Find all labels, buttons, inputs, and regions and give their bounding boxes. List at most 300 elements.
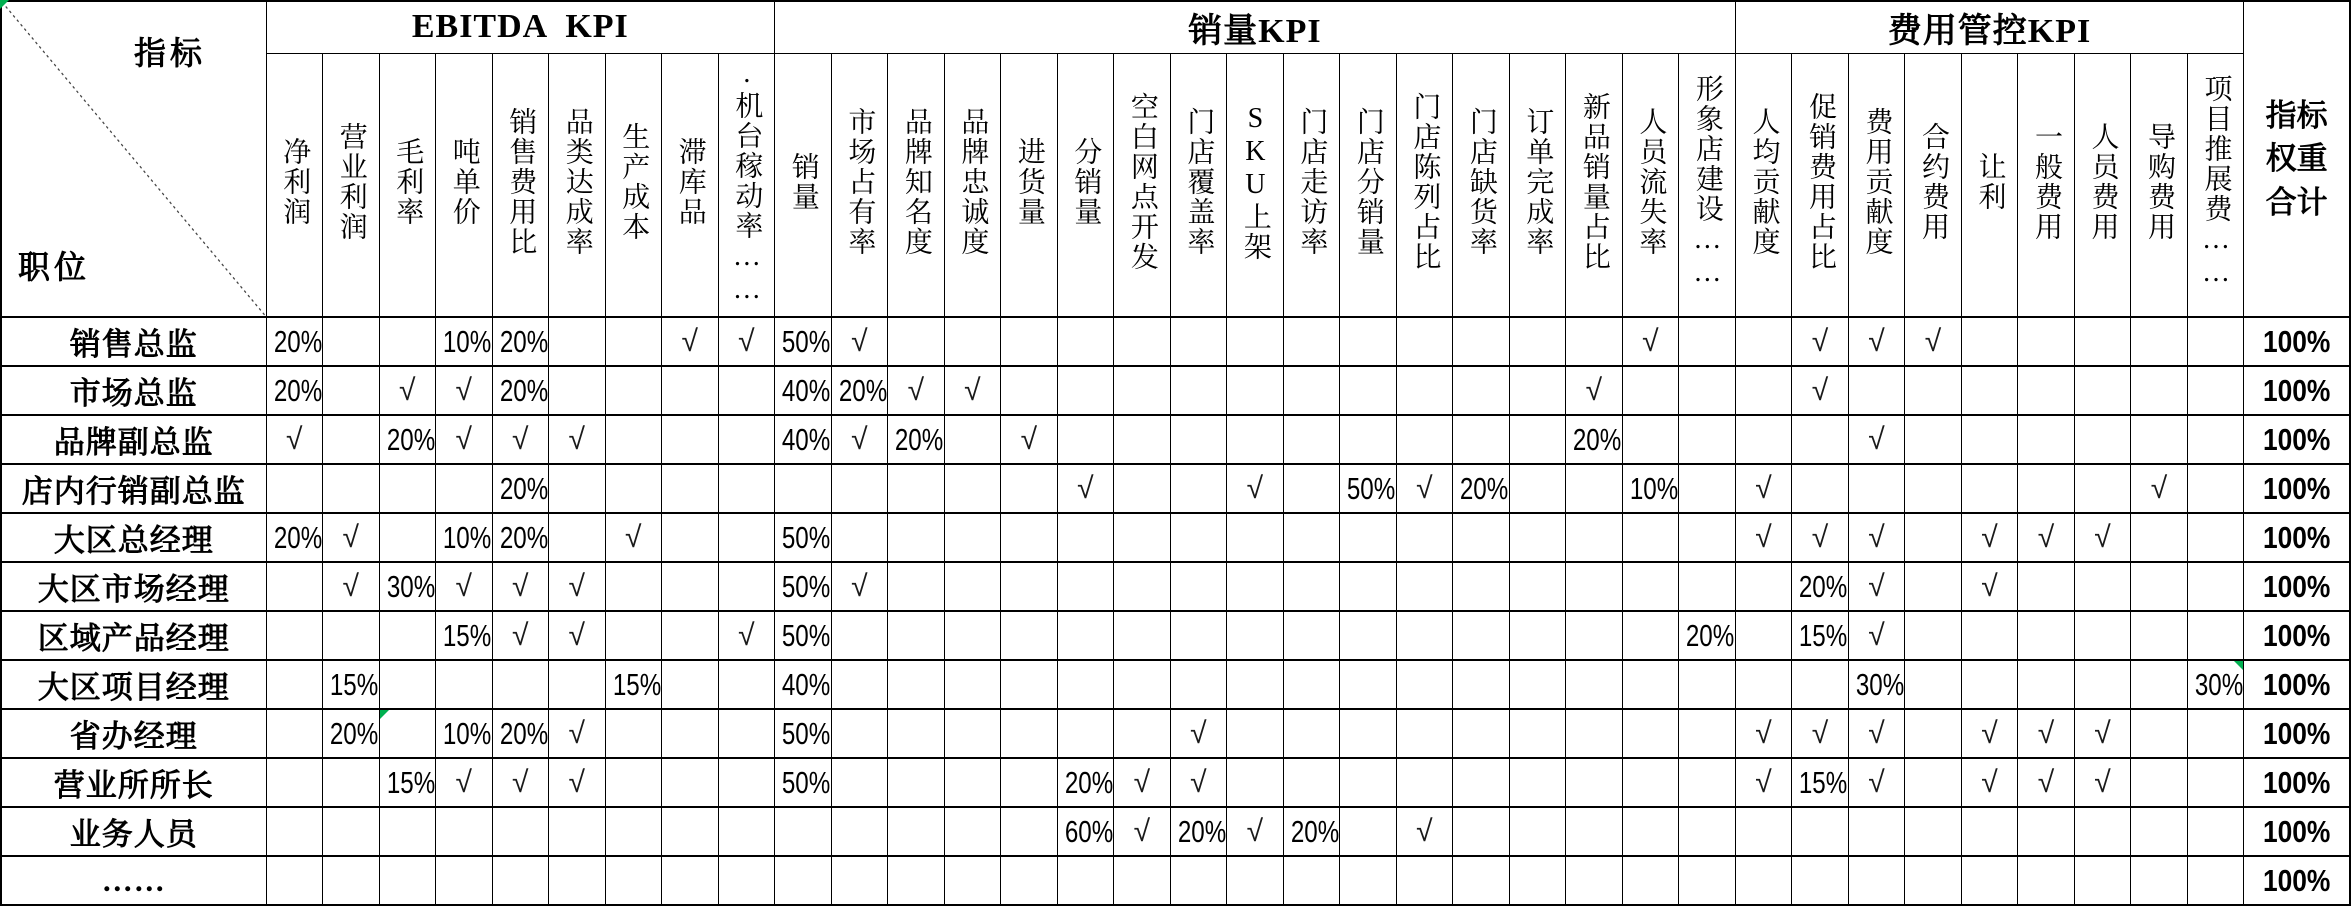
- kpi-cell: [944, 562, 1001, 611]
- kpi-cell: [1340, 758, 1397, 807]
- kpi-cell: [1735, 317, 1792, 366]
- column-header-text: .机台稼动率……: [731, 57, 763, 307]
- kpi-cell: [1679, 709, 1736, 758]
- total-weight-value: [2244, 366, 2350, 415]
- column-header-text: 吨单价: [448, 137, 480, 228]
- column-header: [492, 53, 549, 317]
- kpi-cell: [1735, 611, 1792, 660]
- kpi-cell: [1679, 660, 1736, 709]
- kpi-cell: [266, 758, 323, 807]
- kpi-cell: [775, 317, 832, 366]
- kpi-cell: [2018, 317, 2075, 366]
- kpi-cell: [492, 709, 549, 758]
- kpi-cell: [1848, 415, 1905, 464]
- kpi-cell: [2187, 807, 2244, 856]
- kpi-cell: [1622, 415, 1679, 464]
- kpi-cell: [1396, 758, 1453, 807]
- kpi-cell: [1227, 513, 1284, 562]
- kpi-cell: [1001, 758, 1058, 807]
- kpi-cell: [1114, 660, 1171, 709]
- column-header-text: 形象店建设……: [1691, 74, 1723, 291]
- kpi-cell: [888, 807, 945, 856]
- weight-value: 30%: [386, 568, 435, 604]
- kpi-cell: [2074, 709, 2131, 758]
- checkmark: √: [1868, 618, 1885, 652]
- kpi-cell: [2018, 856, 2075, 905]
- kpi-cell: [1453, 709, 1510, 758]
- kpi-cell: [1227, 709, 1284, 758]
- kpi-cell: [1396, 366, 1453, 415]
- column-header-text: 合约费用: [1917, 122, 1949, 243]
- kpi-cell: [1340, 513, 1397, 562]
- total-weight-value: [2244, 415, 2350, 464]
- kpi-cell: [831, 611, 888, 660]
- total-weight-header: 指标权重合计: [2244, 1, 2350, 317]
- column-header: [2131, 53, 2188, 317]
- kpi-cell: [2187, 366, 2244, 415]
- kpi-cell: [831, 366, 888, 415]
- kpi-cell: [1961, 513, 2018, 562]
- kpi-cell: [1170, 856, 1227, 905]
- checkmark: √: [568, 765, 585, 799]
- kpi-cell: [1170, 415, 1227, 464]
- kpi-cell: [1114, 366, 1171, 415]
- kpi-cell: [1566, 562, 1623, 611]
- kpi-cell: [2187, 562, 2244, 611]
- kpi-cell: [662, 856, 719, 905]
- kpi-cell: [323, 513, 380, 562]
- column-header-text: 人均贡献度: [1748, 107, 1780, 258]
- weight-value: 20%: [499, 470, 548, 506]
- checkmark: √: [738, 324, 755, 358]
- kpi-cell: [605, 660, 662, 709]
- total-weight-text: 100%: [2262, 764, 2331, 800]
- kpi-cell: [2187, 464, 2244, 513]
- kpi-cell: [2187, 856, 2244, 905]
- checkmark: √: [2094, 765, 2111, 799]
- checkmark: √: [1981, 520, 1998, 554]
- table-row: [1, 660, 2350, 709]
- kpi-cell: [605, 464, 662, 513]
- total-weight-text: 100%: [2262, 568, 2331, 604]
- kpi-cell: [1622, 709, 1679, 758]
- kpi-cell: [1509, 513, 1566, 562]
- table-row: [1, 415, 2350, 464]
- kpi-cell: [1283, 660, 1340, 709]
- total-weight-text: 100%: [2262, 372, 2331, 408]
- checkmark: √: [2037, 520, 2055, 554]
- kpi-cell: [662, 513, 719, 562]
- column-header-text: 销量: [787, 152, 819, 213]
- table-row: [1, 709, 2350, 758]
- kpi-cell: [323, 415, 380, 464]
- kpi-cell: [1509, 856, 1566, 905]
- kpi-cell: [1509, 317, 1566, 366]
- kpi-cell: [1057, 366, 1114, 415]
- checkmark: √: [1755, 520, 1772, 554]
- total-weight-text: 100%: [2262, 666, 2331, 702]
- weight-value: 15%: [386, 764, 435, 800]
- kpi-cell: [266, 464, 323, 513]
- weight-value: 15%: [1799, 764, 1848, 800]
- checkmark: √: [568, 422, 585, 456]
- weight-value: 60%: [1064, 813, 1113, 849]
- kpi-cell: [1566, 366, 1623, 415]
- weight-value: 50%: [781, 764, 831, 800]
- kpi-cell: [662, 366, 719, 415]
- kpi-cell: [775, 660, 832, 709]
- column-header-text: 营业利润: [335, 122, 367, 243]
- kpi-cell: [266, 415, 323, 464]
- checkmark: √: [1811, 373, 1829, 407]
- kpi-cell: [1792, 660, 1849, 709]
- kpi-cell: [2131, 513, 2188, 562]
- kpi-cell: [944, 415, 1001, 464]
- kpi-cell: [379, 366, 436, 415]
- kpi-cell: [1679, 562, 1736, 611]
- kpi-cell: [775, 709, 832, 758]
- kpi-cell: [605, 366, 662, 415]
- kpi-cell: [323, 807, 380, 856]
- checkmark: √: [512, 422, 529, 456]
- checkmark: √: [512, 618, 529, 652]
- kpi-cell: [1848, 464, 1905, 513]
- kpi-cell: [888, 856, 945, 905]
- kpi-cell: [266, 562, 323, 611]
- position-label: ……: [1, 856, 266, 905]
- kpi-cell: [1057, 464, 1114, 513]
- total-weight-value: [2244, 709, 2350, 758]
- kpi-cell: [1905, 709, 1962, 758]
- kpi-cell: [1283, 513, 1340, 562]
- kpi-cell: [1905, 562, 1962, 611]
- kpi-cell: [1961, 611, 2018, 660]
- kpi-cell: [662, 709, 719, 758]
- cell-flag-marker: [380, 710, 389, 719]
- weight-value: 30%: [1855, 666, 1904, 702]
- kpi-cell: [605, 562, 662, 611]
- kpi-cell: [775, 464, 832, 513]
- kpi-cell: [1622, 856, 1679, 905]
- weight-value: 20%: [499, 715, 548, 751]
- kpi-cell: [1283, 709, 1340, 758]
- kpi-cell: [1340, 415, 1397, 464]
- total-weight-value: [2244, 758, 2350, 807]
- weight-value: 20%: [1685, 617, 1735, 653]
- total-weight-text: 100%: [2262, 519, 2331, 555]
- weight-value: 20%: [499, 519, 548, 555]
- kpi-cell: [1001, 366, 1058, 415]
- total-weight-text: 100%: [2262, 470, 2331, 506]
- kpi-cell: [1792, 562, 1849, 611]
- kpi-cell: [549, 856, 606, 905]
- kpi-cell: [1961, 758, 2018, 807]
- kpi-cell: [1227, 611, 1284, 660]
- kpi-cell: [1170, 807, 1227, 856]
- kpi-cell: [1735, 709, 1792, 758]
- table-row: [1, 611, 2350, 660]
- kpi-cell: [436, 464, 493, 513]
- column-header-text: 市场占有率: [844, 107, 876, 258]
- kpi-cell: [2131, 317, 2188, 366]
- checkmark: √: [1755, 471, 1772, 505]
- kpi-cell: [1679, 611, 1736, 660]
- kpi-cell: [1396, 415, 1453, 464]
- kpi-cell: [1509, 709, 1566, 758]
- kpi-cell: [1792, 415, 1849, 464]
- kpi-cell: [1396, 611, 1453, 660]
- column-header-text: 让利: [1974, 152, 2006, 213]
- group-header: 销量KPI: [775, 1, 1736, 53]
- kpi-cell: [1114, 317, 1171, 366]
- kpi-cell: [2018, 758, 2075, 807]
- kpi-cell: [1792, 758, 1849, 807]
- column-header-text: 品牌知名度: [900, 107, 932, 258]
- kpi-cell: [549, 513, 606, 562]
- checkmark: √: [1020, 422, 1038, 456]
- column-header: [1170, 53, 1227, 317]
- kpi-cell: [1340, 807, 1397, 856]
- kpi-cell: [831, 758, 888, 807]
- kpi-cell: [1848, 562, 1905, 611]
- kpi-cell: [888, 660, 945, 709]
- column-header-text: 门店分销量: [1352, 107, 1384, 258]
- position-label: 区域产品经理: [1, 611, 266, 660]
- kpi-cell: [718, 856, 775, 905]
- kpi-cell: [1396, 513, 1453, 562]
- kpi-cell: [888, 464, 945, 513]
- kpi-cell: [1396, 464, 1453, 513]
- column-header: [1735, 53, 1792, 317]
- column-header-text: 门店陈列占比: [1409, 92, 1441, 273]
- kpi-cell: [1453, 317, 1510, 366]
- kpi-cell: [1057, 807, 1114, 856]
- kpi-cell: [1227, 807, 1284, 856]
- kpi-cell: [549, 807, 606, 856]
- column-header: [323, 53, 380, 317]
- kpi-cell: [492, 660, 549, 709]
- column-header-text: 门店缺货率: [1465, 107, 1497, 258]
- kpi-cell: [1057, 611, 1114, 660]
- kpi-cell: [492, 611, 549, 660]
- kpi-cell: [266, 807, 323, 856]
- checkmark: √: [286, 422, 303, 456]
- kpi-cell: [1961, 562, 2018, 611]
- kpi-cell: [2074, 856, 2131, 905]
- kpi-cell: [1905, 660, 1962, 709]
- kpi-cell: [549, 758, 606, 807]
- kpi-cell: [888, 758, 945, 807]
- kpi-cell: [1792, 709, 1849, 758]
- kpi-cell: [775, 758, 832, 807]
- total-weight-value: [2244, 611, 2350, 660]
- column-header-text: 门店覆盖率: [1183, 107, 1215, 258]
- kpi-cell: [2131, 562, 2188, 611]
- kpi-cell: [718, 807, 775, 856]
- kpi-cell: [1566, 856, 1623, 905]
- kpi-cell: [1227, 660, 1284, 709]
- column-header-text: 费用贡献度: [1861, 107, 1893, 258]
- kpi-cell: [492, 513, 549, 562]
- kpi-cell: [436, 415, 493, 464]
- kpi-cell: [379, 807, 436, 856]
- kpi-cell: [944, 464, 1001, 513]
- column-header-text: 项目推展费……: [2200, 74, 2232, 291]
- kpi-cell: [2074, 464, 2131, 513]
- kpi-cell: [1735, 513, 1792, 562]
- column-header: [2018, 53, 2075, 317]
- kpi-cell: [1001, 709, 1058, 758]
- kpi-cell: [1735, 660, 1792, 709]
- checkmark: √: [2037, 716, 2055, 750]
- checkmark: √: [1642, 324, 1659, 358]
- kpi-cell: [662, 562, 719, 611]
- kpi-cell: [1566, 709, 1623, 758]
- checkmark: √: [2094, 716, 2111, 750]
- kpi-cell: [1735, 366, 1792, 415]
- kpi-cell: [323, 366, 380, 415]
- kpi-cell: [1396, 856, 1453, 905]
- table-row: [1, 513, 2350, 562]
- table-row: [1, 317, 2350, 366]
- weight-value: 20%: [499, 323, 548, 359]
- column-header: [944, 53, 1001, 317]
- kpi-cell: [775, 856, 832, 905]
- kpi-cell: [379, 856, 436, 905]
- weight-value: 10%: [442, 715, 492, 751]
- weight-value: 20%: [1799, 568, 1848, 604]
- checkmark: √: [1868, 765, 1885, 799]
- checkmark: √: [1585, 373, 1603, 407]
- weight-value: 10%: [1629, 470, 1678, 506]
- checkmark: √: [738, 618, 755, 652]
- kpi-cell: [2187, 611, 2244, 660]
- kpi-cell: [1679, 856, 1736, 905]
- kpi-cell: [1622, 317, 1679, 366]
- kpi-cell: [1848, 856, 1905, 905]
- kpi-cell: [1114, 807, 1171, 856]
- kpi-cell: [1340, 856, 1397, 905]
- kpi-cell: [1905, 415, 1962, 464]
- kpi-cell: [605, 709, 662, 758]
- kpi-cell: [1961, 366, 2018, 415]
- kpi-cell: [888, 611, 945, 660]
- kpi-cell: [775, 513, 832, 562]
- kpi-cell: [1453, 513, 1510, 562]
- kpi-cell: [605, 758, 662, 807]
- kpi-cell: [1848, 513, 1905, 562]
- kpi-cell: [718, 366, 775, 415]
- kpi-cell: [775, 366, 832, 415]
- kpi-cell: [775, 415, 832, 464]
- kpi-cell: [1453, 464, 1510, 513]
- column-header: [1848, 53, 1905, 317]
- kpi-cell: [2131, 366, 2188, 415]
- kpi-cell: [775, 562, 832, 611]
- column-header: [1566, 53, 1623, 317]
- checkmark: √: [568, 569, 585, 603]
- kpi-cell: [1453, 758, 1510, 807]
- kpi-cell: [1566, 464, 1623, 513]
- kpi-cell: [1114, 758, 1171, 807]
- kpi-cell: [379, 758, 436, 807]
- kpi-cell: [605, 807, 662, 856]
- kpi-cell: [323, 856, 380, 905]
- kpi-cell: [1905, 611, 1962, 660]
- kpi-cell: [2187, 709, 2244, 758]
- weight-value: 15%: [329, 666, 379, 702]
- kpi-cell: [1566, 513, 1623, 562]
- checkmark: √: [1190, 765, 1207, 799]
- kpi-cell: [1622, 660, 1679, 709]
- checkmark: √: [342, 520, 359, 554]
- kpi-cell: [1679, 415, 1736, 464]
- kpi-cell: [718, 562, 775, 611]
- kpi-cell: [549, 415, 606, 464]
- column-header: [775, 53, 832, 317]
- kpi-cell: [1453, 660, 1510, 709]
- kpi-cell: [1001, 317, 1058, 366]
- kpi-cell: [1170, 660, 1227, 709]
- weight-value: 40%: [781, 666, 831, 702]
- kpi-cell: [1509, 464, 1566, 513]
- kpi-cell: [944, 709, 1001, 758]
- kpi-cell: [1340, 611, 1397, 660]
- checkmark: √: [851, 422, 868, 456]
- kpi-cell: [1622, 758, 1679, 807]
- checkmark: √: [1246, 471, 1264, 505]
- kpi-cell: [549, 611, 606, 660]
- kpi-cell: [1679, 513, 1736, 562]
- kpi-cell: [2074, 611, 2131, 660]
- kpi-cell: [1509, 611, 1566, 660]
- kpi-cell: [1283, 366, 1340, 415]
- checkmark: √: [455, 373, 472, 407]
- weight-value: 50%: [781, 519, 831, 555]
- kpi-cell: [1114, 513, 1171, 562]
- kpi-cell: [1227, 317, 1284, 366]
- kpi-cell: [2018, 513, 2075, 562]
- kpi-cell: [1905, 807, 1962, 856]
- checkmark: √: [455, 422, 472, 456]
- kpi-cell: [1170, 562, 1227, 611]
- kpi-cell: [1679, 758, 1736, 807]
- corner-position-label: 职位: [18, 249, 91, 285]
- column-header: [1509, 53, 1566, 317]
- weight-value: 20%: [329, 715, 379, 751]
- kpi-cell: [492, 856, 549, 905]
- kpi-cell: [323, 611, 380, 660]
- kpi-cell: [492, 317, 549, 366]
- sheet-corner-marker: [0, 0, 9, 9]
- kpi-cell: [1622, 366, 1679, 415]
- kpi-cell: [1114, 562, 1171, 611]
- checkmark: √: [1811, 520, 1829, 554]
- kpi-cell: [492, 464, 549, 513]
- kpi-cell: [2131, 660, 2188, 709]
- kpi-cell: [1735, 415, 1792, 464]
- kpi-cell: [1566, 317, 1623, 366]
- kpi-cell: [1283, 807, 1340, 856]
- kpi-cell: [1961, 415, 2018, 464]
- checkmark: √: [1868, 324, 1885, 358]
- kpi-cell: [266, 856, 323, 905]
- column-header: [1679, 53, 1736, 317]
- weight-value: 20%: [273, 519, 322, 555]
- checkmark: √: [455, 569, 472, 603]
- corner-cell: [1, 1, 266, 317]
- kpi-cell: [1509, 660, 1566, 709]
